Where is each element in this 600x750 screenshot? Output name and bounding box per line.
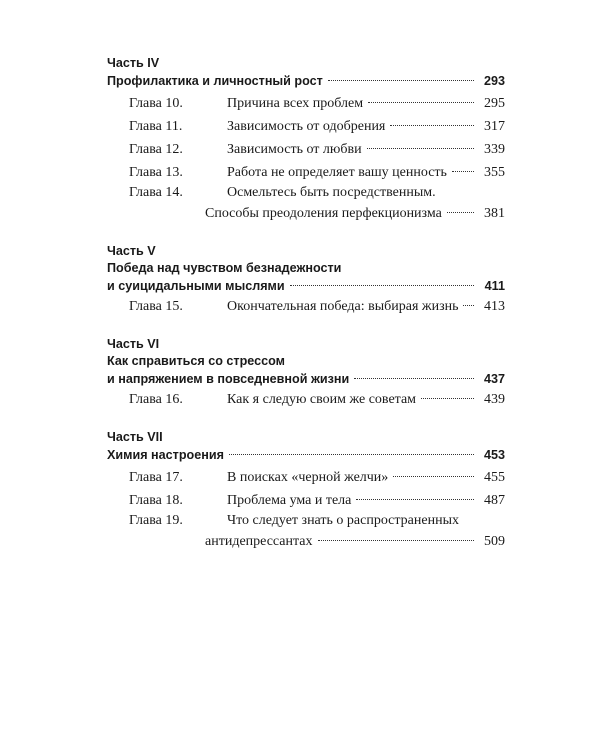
chapter-page-number: 509: [484, 534, 505, 549]
chapter-row: [107, 161, 505, 184]
chapter-title: Зависимость от одобрения: [227, 119, 386, 134]
table-of-contents: [107, 48, 505, 571]
chapter-title: Зависимость от любви: [227, 142, 362, 157]
chapter-page-number: 487: [484, 493, 505, 508]
chapter-number: Глава 16.: [129, 392, 183, 407]
toc-part: [107, 55, 505, 225]
chapter-page-number: 381: [484, 206, 505, 221]
chapter-number: Глава 15.: [129, 299, 183, 314]
chapter-title: Причина всех проблем: [227, 96, 364, 111]
part-page-number: 411: [484, 279, 505, 293]
toc-part: [107, 429, 505, 553]
part-label: Часть VI: [107, 337, 160, 351]
dot-leader: [367, 148, 474, 149]
chapter-number: Глава 17.: [129, 470, 183, 485]
dot-leader: [318, 540, 474, 541]
chapter-title: Способы преодоления перфекционизма: [205, 206, 442, 221]
dot-leader: [354, 378, 474, 379]
part-title-line: и суицидальными мыслями: [107, 279, 285, 293]
dot-leader: [463, 305, 474, 306]
part-title-line: и напряжением в повседневной жизни: [107, 372, 350, 386]
chapter-number: Глава 13.: [129, 165, 183, 180]
chapter-title: Что следует знать о распространенных: [227, 513, 459, 528]
part-label: Часть V: [107, 244, 156, 258]
part-title-line: Как справиться со стрессом: [107, 354, 285, 368]
part-label: Часть IV: [107, 56, 160, 70]
dot-leader: [328, 80, 474, 81]
toc-part: [107, 336, 505, 411]
chapter-row: [107, 388, 505, 411]
chapter-number: Глава 12.: [129, 142, 183, 157]
dot-leader: [356, 499, 474, 500]
dot-leader: [421, 398, 474, 399]
chapter-number: Глава 10.: [129, 96, 183, 111]
part-title-line: Профилактика и личностный рост: [107, 74, 323, 88]
chapter-page-number: 355: [484, 165, 505, 180]
chapter-title: Работа не определяет вашу ценность: [227, 165, 447, 180]
dot-leader: [390, 125, 474, 126]
chapter-title: антидепрессантах: [205, 534, 313, 549]
chapter-title: Проблема ума и тела: [227, 493, 352, 508]
chapter-number: Глава 14.: [129, 185, 183, 200]
chapter-title: Как я следую своим же советам: [227, 392, 417, 407]
chapter-row: [107, 138, 505, 161]
dot-leader: [447, 212, 474, 213]
dot-leader: [229, 454, 474, 455]
part-title-line: Химия настроения: [107, 448, 224, 462]
part-page-number: 293: [483, 74, 505, 88]
part-title-row: [107, 71, 505, 92]
dot-leader: [393, 476, 474, 477]
toc-part: [107, 243, 505, 318]
part-page-number: 453: [483, 448, 505, 462]
chapter-page-number: 455: [484, 470, 505, 485]
chapter-row-continued: [107, 530, 505, 553]
part-page-number: 437: [483, 372, 505, 386]
chapter-page-number: 413: [484, 299, 505, 314]
chapter-row: [107, 489, 505, 512]
part-label: Часть VII: [107, 430, 163, 444]
chapter-row: [107, 466, 505, 489]
chapter-title: Осмельтесь быть посредственным.: [227, 185, 436, 200]
chapter-row: [107, 295, 505, 318]
chapter-page-number: 439: [484, 392, 505, 407]
chapter-title: Окончательная победа: выбирая жизнь: [227, 299, 459, 314]
dot-leader: [368, 102, 474, 103]
chapter-row: [107, 92, 505, 115]
part-title-row: [107, 370, 505, 388]
chapter-row: [107, 115, 505, 138]
chapter-page-number: 295: [484, 96, 505, 111]
chapter-row: [107, 512, 505, 530]
dot-leader: [290, 285, 474, 286]
chapter-page-number: 317: [484, 119, 505, 134]
chapter-row: [107, 184, 505, 202]
chapter-title: В поисках «черной желчи»: [227, 470, 389, 485]
chapter-row-continued: [107, 202, 505, 225]
chapter-number: Глава 11.: [129, 119, 183, 134]
chapter-number: Глава 19.: [129, 513, 183, 528]
part-title-row: [107, 277, 505, 295]
dot-leader: [452, 171, 474, 172]
chapter-page-number: 339: [484, 142, 505, 157]
part-title-row: [107, 445, 505, 466]
chapter-number: Глава 18.: [129, 493, 183, 508]
part-title-line: Победа над чувством безнадежности: [107, 261, 342, 275]
